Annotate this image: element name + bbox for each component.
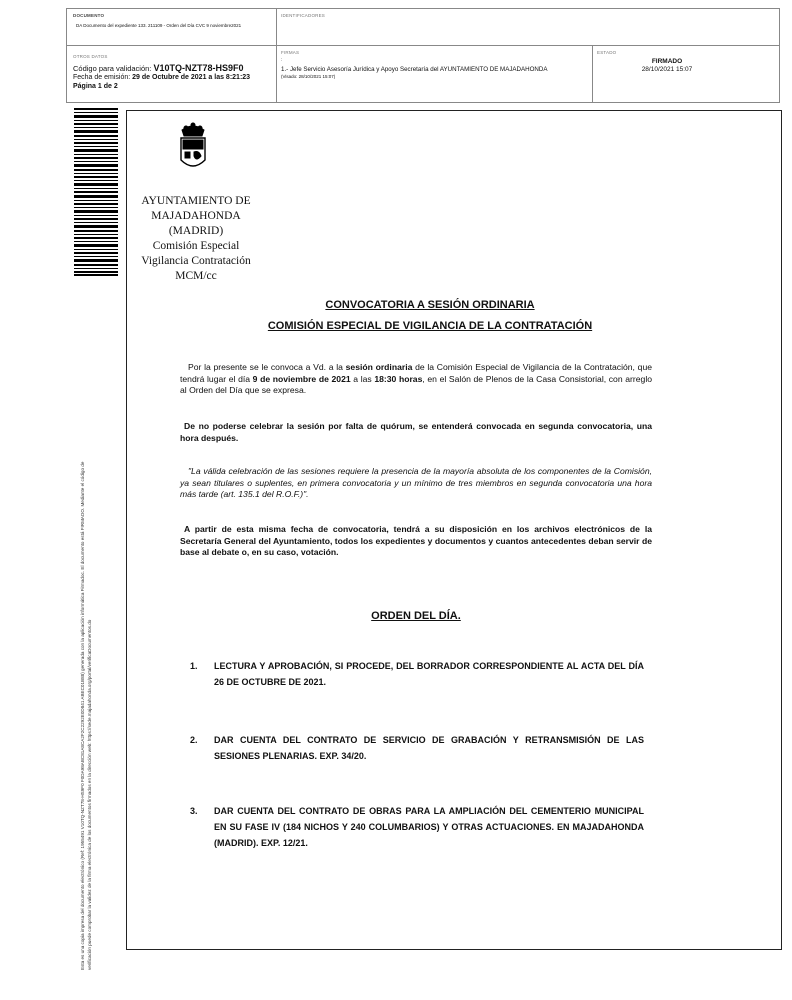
agenda-item-number: 3.	[190, 806, 198, 816]
agenda-item-text: DAR CUENTA DEL CONTRATO DE SERVICIO DE GRABACIÓN Y RETRANSMISIÓN DE LAS SESIONES PLENARIAS. EXP. 34/20.	[214, 735, 644, 761]
identificadores-label: IDENTIFICADORES	[281, 13, 326, 18]
signer-visado-date: (Visado: 28/10/2021 15:07)	[281, 74, 336, 79]
agenda-item-text: DAR CUENTA DEL CONTRATO DE OBRAS PARA LA AMPLIACIÓN DEL CEMENTERIO MUNICIPAL EN SU FASE IV (184 NICHOS Y 240 COLUMBARIOS) Y OTRAS ACTUACIONES. EN MAJADAHONDA (MADRID). EXP. 12/21.	[214, 806, 644, 848]
verification-text	[80, 300, 93, 970]
organization-block	[136, 194, 256, 284]
validation-code-prefix: Código para validación:	[73, 64, 152, 73]
validation-code-line	[73, 63, 244, 73]
archive-paragraph: A partir de esta misma fecha de convocatoria, tendrá a su disposición en los archivos electrónicos de la Secretaría General del Ayuntamiento, todos los expedientes y documentos y cuantos antecedentes deban servir de base al debate o, en su caso, votación.	[180, 524, 652, 557]
agenda-title: ORDEN DEL DÍA.	[371, 610, 461, 622]
emission-date-line	[73, 74, 250, 81]
agenda-item-number: 2.	[190, 735, 198, 745]
org-line-1: AYUNTAMIENTO DE	[141, 195, 251, 207]
otros-datos-cell	[67, 46, 277, 102]
p1-f: 18:30 horas	[374, 373, 423, 384]
coat-of-arms-icon	[176, 122, 210, 180]
rof-quote-paragraph: "La válida celebración de las sesiones requiere la presencia de la mayoría absoluta de los componentes de la Comisión, ya sean titulares o suplentes, en primera convocatoria y un mínimo de tres miembros en segunda convocatoria una hora más tarde (art. 135.1 del R.O.F.)".	[180, 466, 652, 499]
org-line-3: (MADRID)	[168, 225, 224, 237]
documento-label: DOCUMENTO	[73, 13, 105, 18]
convocation-paragraph	[180, 362, 652, 397]
agenda-item-text: LECTURA Y APROBACIÓN, SI PROCEDE, DEL BORRADOR CORRESPONDIENTE AL ACTA DEL DÍA 26 DE OCTUBRE DE 2021.	[214, 661, 644, 687]
p1-b: sesión ordinaria	[345, 362, 413, 372]
estado-label: ESTADO	[597, 50, 617, 55]
firmas-cell	[277, 46, 593, 102]
documento-value: DA Documento del expediente 133. 211109 - Orden del Día CVC 9 noviembre2021	[76, 23, 242, 28]
convocatoria-title: CONVOCATORIA A SESIÓN ORDINARIA	[325, 299, 535, 311]
emission-date: 29 de Octubre de 2021 a las 8:21:23	[132, 74, 251, 81]
otros-datos-label: OTROS DATOS	[73, 54, 108, 59]
quorum-paragraph: De no poderse celebrar la sesión por falta de quórum, se entenderá convocada en segunda convocatoria, una hora después.	[180, 421, 652, 443]
estado-cell	[593, 46, 779, 102]
validation-code: V10TQ-NZT78-HS9F0	[153, 63, 244, 73]
page-count: Página 1 de 2	[73, 83, 118, 90]
verification-line-2: verificación puede comprobar la validez de la firma electrónica de los documentos firmados en la dirección web: https://sede.majadahonda.org/portal/verificaDocumentos.do	[86, 619, 92, 970]
p1-c: de la Comisión Especial de Vigilancia de la Contratación, que tendrá lugar el día	[180, 362, 652, 384]
documento-cell	[67, 9, 277, 46]
estado-date: 28/10/2021 15:07	[641, 66, 693, 73]
commission-title: COMISIÓN ESPECIAL DE VIGILANCIA DE LA CONTRATACIÓN	[267, 320, 593, 332]
org-line-5: Vigilancia Contratación	[141, 255, 251, 267]
emission-date-prefix: Fecha de emisión:	[73, 74, 131, 81]
verification-sidebar	[78, 300, 108, 970]
p1-g: , en el Salón de Plenos de la Casa Consistorial, con arreglo al Orden del Día que se expresa.	[180, 373, 653, 395]
agenda-item-number: 1.	[190, 661, 198, 671]
signature-header-table	[66, 8, 780, 103]
firmas-colon: :	[281, 57, 283, 62]
firmas-label: FIRMAS	[281, 50, 300, 55]
p1-e: a las	[350, 373, 375, 384]
org-line-6: MCM/cc	[175, 270, 217, 282]
org-line-4: Comisión Especial	[152, 240, 240, 252]
p1-a: Por la presente se le convoca a Vd. a la	[188, 362, 346, 372]
signer-line: 1.- Jefe Servicio Asesoría Jurídica y Apoyo Secretaría del AYUNTAMIENTO DE MAJADAHONDA	[281, 66, 548, 73]
p1-d: 9 de noviembre de 2021	[252, 373, 351, 384]
barcode-image	[74, 108, 118, 276]
identificadores-cell	[277, 9, 779, 46]
verification-line-1: Esta es una copia impresa del documento electrónico (Ref: 1955491 V10TQ-NZT78-HS9F0 F0DA98ABC81A8CA2F2C2292E0D841 ABEC01B88) generada con la aplicación informática Firmadoc. El documento está FIRMADO. Mediante el código de	[80, 461, 85, 970]
org-line-2: MAJADAHONDA	[151, 210, 241, 222]
estado-value: FIRMADO	[651, 58, 683, 65]
